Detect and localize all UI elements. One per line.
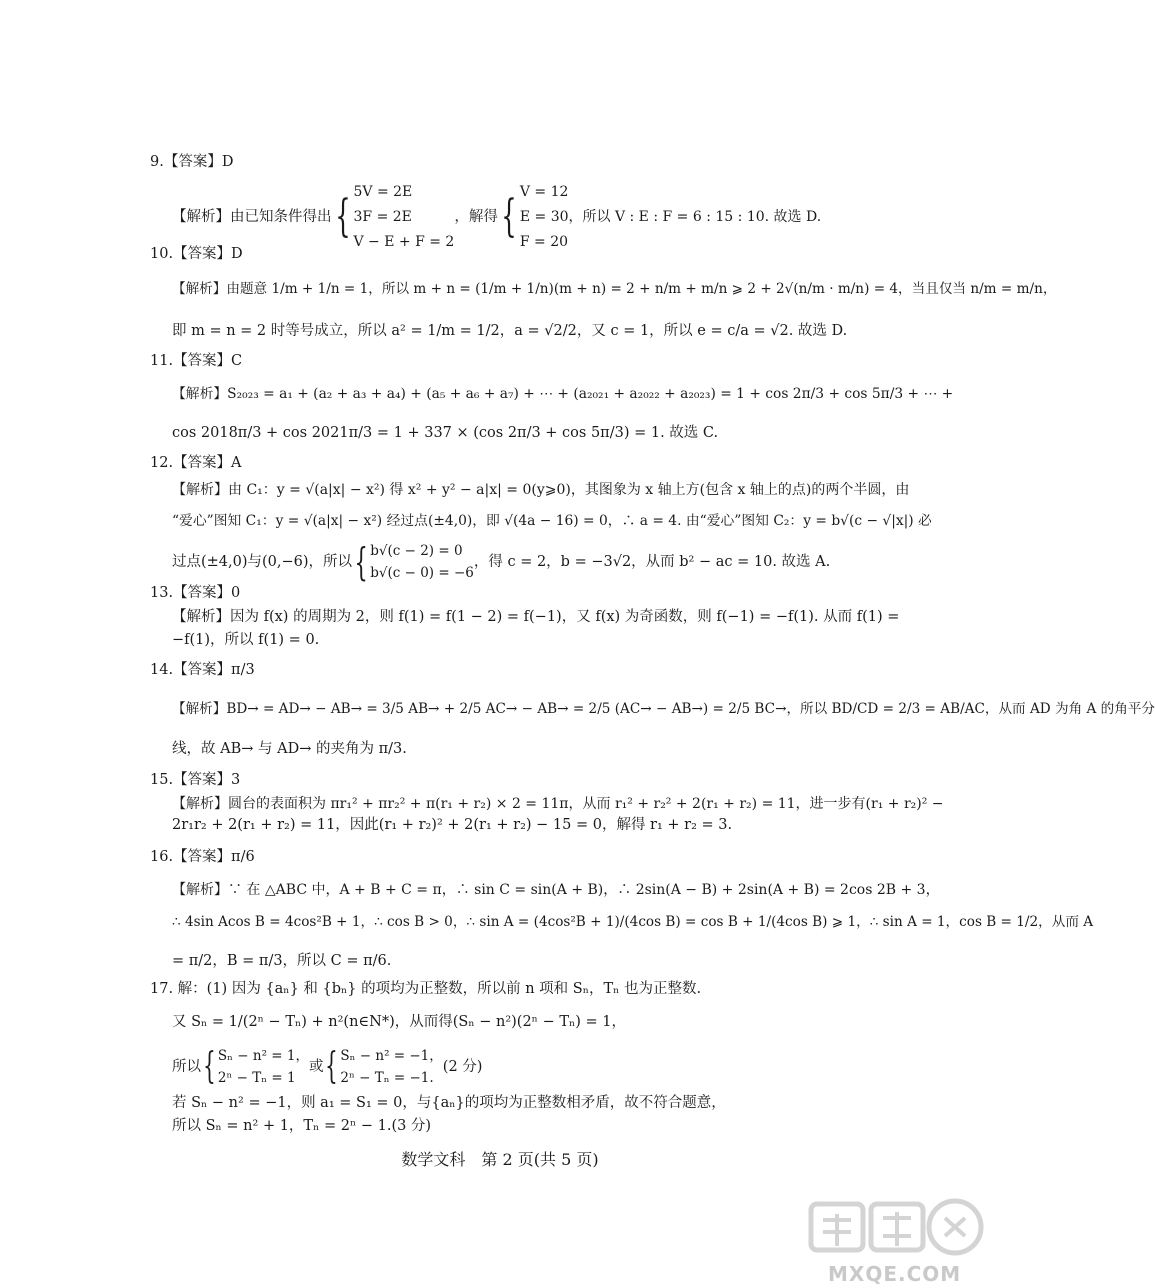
q9-analysis-prefix: 【解析】由已知条件得出 (172, 209, 332, 225)
q13-answer: 13.【答案】0 (150, 585, 241, 601)
equation: b√(c − 2) = 0 (370, 543, 463, 559)
q17-system-2 (340, 1045, 442, 1089)
q17-line-1: 17. 解：(1) 因为 {aₙ} 和 {bₙ} 的项均为正整数，所以前 n 项和 Sₙ，Tₙ 也为正整数. (150, 981, 702, 997)
equation: V = 12 (519, 183, 569, 200)
brace-glyph: { (334, 191, 351, 242)
q17-line-3 (172, 1040, 482, 1094)
q17-line-5: 所以 Sₙ = n² + 1，Tₙ = 2ⁿ − 1.(3 分) (172, 1118, 432, 1134)
q16-line-1: 【解析】∵ 在 △ABC 中，A + B + C = π，∴ sin C = sin(A + B)，∴ 2sin(A − B) + 2sin(A + B) = 2cos 2B + 3， (172, 882, 940, 898)
equation: E = 30，所以 V : E : F = 6 : 15 : 10. 故选 D. (519, 208, 822, 225)
q13-line-1: 【解析】因为 f(x) 的周期为 2，则 f(1) = f(1 − 2) = f(−1)，又 f(x) 为奇函数，则 f(−1) = −f(1). 从而 f(1) = (172, 609, 900, 625)
q10-line-2: 即 m = n = 2 时等号成立，所以 a² = 1/m = 1/2，a = √2/2，又 c = 1，所以 e = c/a = √2. 故选 D. (172, 323, 848, 339)
q15-line-1: 【解析】圆台的表面积为 πr₁² + πr₂² + π(r₁ + r₂) × 2 = 11π，从而 r₁² + r₂² + 2(r₁ + r₂) = 11，进一步有(r₁ + r₂)² − (172, 796, 944, 812)
q17-line-4: 若 Sₙ − n² = −1，则 a₁ = S₁ = 0，与{aₙ}的项均为正整数相矛盾，故不符合题意， (172, 1095, 726, 1111)
equation: 2ⁿ − Tₙ = −1. (340, 1070, 434, 1086)
q12-line-2: “爱心”图知 C₁：y = √(a|x| − x²) 经过点(±4,0)，即 √(4a − 16) = 0，∴ a = 4. 由“爱心”图知 C₂：y = b√(c − √|x|) 必 (172, 513, 932, 529)
brace-glyph: { (354, 540, 368, 584)
q9-system-2 (520, 180, 821, 255)
q17-line-2: 又 Sₙ = 1/(2ⁿ − Tₙ) + n²(n∈N*)，从而得(Sₙ − n²)(2ⁿ − Tₙ) = 1， (172, 1014, 627, 1030)
brace-glyph: { (325, 1046, 339, 1087)
q11-answer: 11.【答案】C (150, 353, 243, 369)
q12-line-3-suffix: ，得 c = 2，b = −3√2，从而 b² − ac = 10. 故选 A. (473, 554, 831, 570)
q10-line-1: 【解析】由题意 1/m + 1/n = 1，所以 m + n = (1/m + 1/n)(m + n) = 2 + n/m + m/n ⩾ 2 + 2√(n/m · m/n) = 4，当且仅当 n/m = m/n， (172, 281, 1057, 297)
q14-line-2: 线，故 AB→ 与 AD→ 的夹角为 π/3. (172, 741, 407, 757)
q16-answer: 16.【答案】π/6 (150, 849, 255, 865)
q12-line-1: 【解析】由 C₁：y = √(a|x| − x²) 得 x² + y² − a|x| = 0(y⩾0)，其图象为 x 轴上方(包含 x 轴上的点)的两个半圆，由 (172, 482, 910, 498)
q15-answer: 15.【答案】3 (150, 772, 241, 788)
q9-answer: 9.【答案】D (150, 154, 234, 170)
q16-line-3: = π/2，B = π/3，所以 C = π/6. (172, 953, 392, 969)
q17-line-3-suffix: (2 分) (442, 1059, 483, 1075)
q12-line-3-prefix: 过点(±4,0)与(0,−6)，所以 (172, 554, 353, 570)
page-footer: 数学文科 第 2 页(共 5 页) (401, 1150, 599, 1169)
equation: b√(c − 0) = −6 (370, 565, 474, 581)
q10-answer: 10.【答案】D (150, 246, 243, 262)
brace-glyph: { (501, 191, 517, 242)
equation: V − E + F = 2 (353, 233, 455, 250)
equation: Sₙ − n² = 1， (217, 1048, 309, 1064)
q15-line-2: 2r₁r₂ + 2(r₁ + r₂) = 11，因此(r₁ + r₂)² + 2(r₁ + r₂) − 15 = 0，解得 r₁ + r₂ = 3. (172, 817, 733, 833)
watermark-text: MXQE.COM (828, 1262, 962, 1286)
equation: 3F = 2E (353, 208, 412, 225)
q11-line-2: cos 2018π/3 + cos 2021π/3 = 1 + 337 × (cos 2π/3 + cos 5π/3) = 1. 故选 C. (172, 425, 719, 441)
q14-line-1: 【解析】BD→ = AD→ − AB→ = 3/5 AB→ + 2/5 AC→ − AB→ = 2/5 (AC→ − AB→) = 2/5 BC→，所以 BD/CD = 2/3 = AB/AC，从而 AD 为角 A 的角平分 (172, 701, 1155, 717)
q12-system (370, 540, 474, 584)
equation: 2ⁿ − Tₙ = 1 (217, 1070, 296, 1086)
q12-line-3 (172, 534, 830, 590)
q17-system-1 (218, 1045, 309, 1089)
equation: 5V = 2E (353, 183, 413, 200)
q9-mid-text: ，解得 (454, 209, 498, 225)
q17-line-3-mid: 或 (308, 1059, 324, 1075)
q16-line-2: ∴ 4sin Acos B = 4cos²B + 1，∴ cos B > 0，∴ sin A = (4cos²B + 1)/(4cos B) = cos B + 1/(4cos B) ⩾ 1，∴ sin A = 1，cos B = 1/2，从而 A (172, 914, 1094, 930)
q14-answer: 14.【答案】π/3 (150, 662, 255, 678)
q13-line-2: −f(1)，所以 f(1) = 0. (172, 632, 320, 648)
q9-system-1 (354, 180, 455, 255)
q17-line-3-prefix: 所以 (172, 1059, 201, 1075)
brace-glyph: { (203, 1046, 216, 1087)
equation: F = 20 (519, 233, 569, 250)
q9-analysis (172, 178, 821, 256)
q12-answer: 12.【答案】A (150, 455, 242, 471)
equation: Sₙ − n² = −1， (340, 1048, 443, 1064)
q11-line-1: 【解析】S₂₀₂₃ = a₁ + (a₂ + a₃ + a₄) + (a₅ + a₆ + a₇) + ⋯ + (a₂₀₂₁ + a₂₀₂₂ + a₂₀₂₃) = 1 + cos 2π/3 + cos 5π/3 + ⋯ + (172, 386, 954, 402)
